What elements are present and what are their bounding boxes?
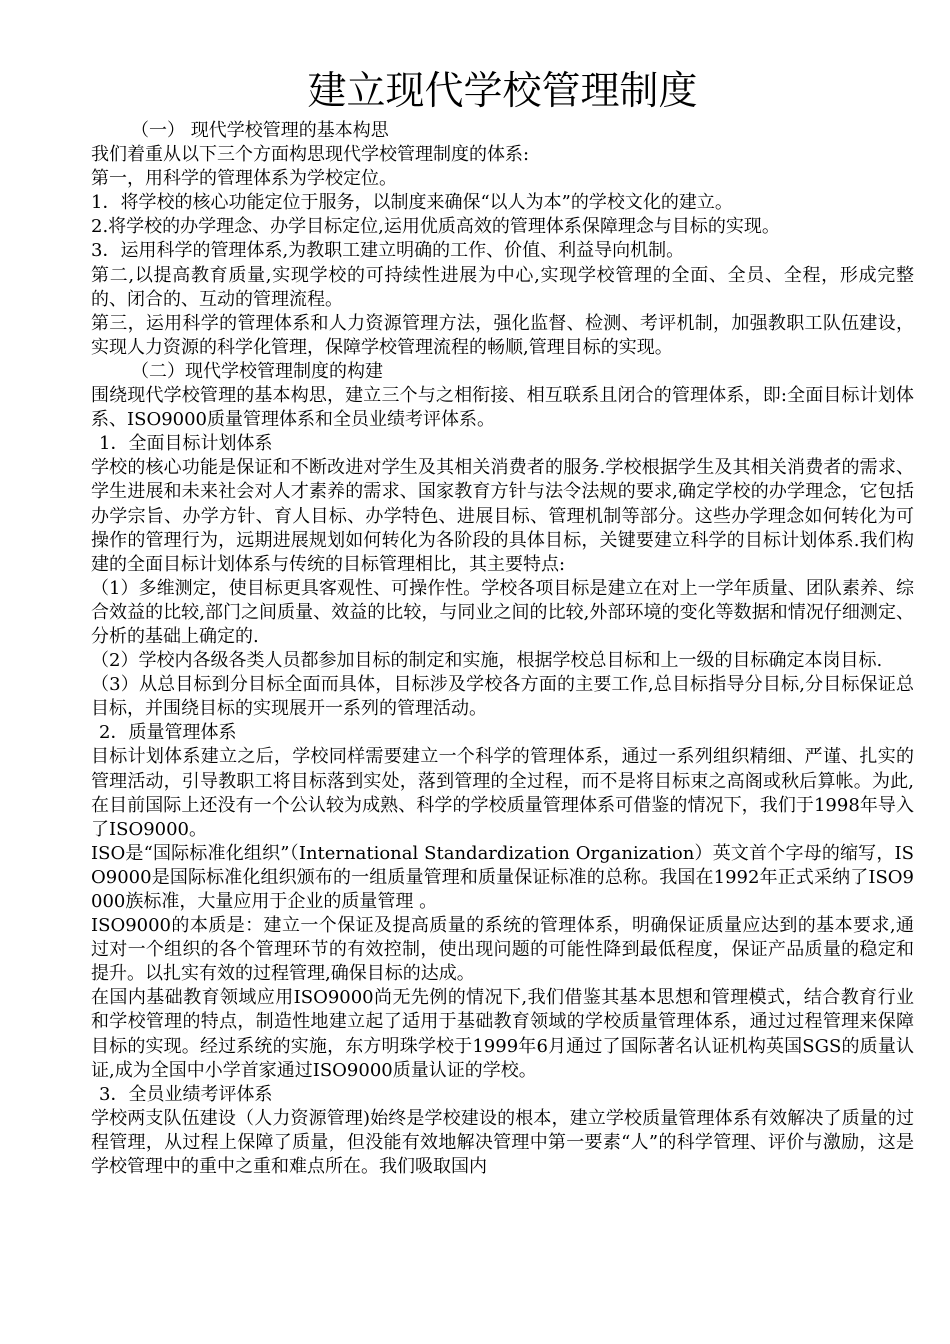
body-paragraph: 2.将学校的办学理念、办学目标定位,运用优质高效的管理体系保障理念与目标的实现。	[91, 216, 780, 238]
section-heading: （一） 现代学校管理的基本构思	[131, 120, 389, 141]
section-heading: 3．全员业绩考评体系	[99, 1083, 273, 1105]
section-heading: 1．全面目标计划体系	[99, 433, 273, 455]
section-heading: （二）现代学校管理制度的构建	[131, 360, 383, 382]
body-paragraph: 目标计划体系建立之后，学校同样需要建立一个科学的管理体系，通过一系列组织精细、严谨、扎实的管理活动，引导教职工将目标落到实处，落到管理的全过程，而不是将目标束之高阁或秋后算帐。为此,在目前国际上还没有一个公认较为成熟、科学的学校质量管理体系可借鉴的情况下，我们于1998年导入了ISO9000。	[91, 746, 914, 840]
body-paragraph: ISO是“国际标准化组织”（International Standardization Organization）英文首个字母的缩写，ISO9000是国际标准化组织颁布的一组质量管理和质量保证标准的总称。我国在1992年正式采纳了ISO9000族标准，大量应用于企业的质量管理 。	[91, 842, 914, 912]
body-paragraph: （1）多维测定，使目标更具客观性、可操作性。学校各项目标是建立在对上一学年质量、团队素养、综合效益的比较,部门之间质量、效益的比较，与同业之间的比较,外部环境的变化等数据和情况仔细测定、分析的基础上确定的.	[91, 577, 914, 647]
body-paragraph: 学校的核心功能是保证和不断改进对学生及其相关消费者的服务.学校根据学生及其相关消费者的需求、学生进展和未来社会对人才素养的需求、国家教育方针与法令法规的要求,确定学校的办学理念，它包括办学宗旨、办学方针、育人目标、办学特色、进展目标、管理机制等部分。这些办学理念如何转化为可操作的管理行为，远期进展规划如何转化为各阶段的具体目标，关键要建立科学的目标计划体系.我们构建的全面目标计划体系与传统的目标管理相比，其主要特点:	[91, 457, 914, 575]
document-title: 建立现代学校管理制度	[307, 69, 698, 114]
section-heading: 2．质量管理体系	[99, 722, 237, 744]
body-paragraph: 在国内基础教育领域应用ISO9000尚无先例的情况下,我们借鉴其基本思想和管理模式，结合教育行业和学校管理的特点，制造性地建立起了适用于基础教育领域的学校质量管理体系，通过过程管理来保障目标的实现。经过系统的实施，东方明珠学校于1999年6月通过了国际著名认证机构英国SGS的质量认证,成为全国中小学首家通过ISO9000质量认证的学校。	[91, 987, 914, 1081]
body-paragraph: 围绕现代学校管理的基本构思，建立三个与之相衔接、相互联系且闭合的管理体系，即:全面目标计划体系、ISO9000质量管理体系和全员业绩考评体系。	[91, 385, 914, 431]
body-paragraph: 学校两支队伍建设（人力资源管理)始终是学校建设的根本，建立学校质量管理体系有效解决了质量的过程管理，从过程上保障了质量，但没能有效地解决管理中第一要素“人”的科学管理、评价与激励，这是学校管理中的重中之重和难点所在。我们吸取国内	[91, 1107, 914, 1178]
body-paragraph: 第三，运用科学的管理体系和人力资源管理方法，强化监督、检测、考评机制，加强教职工队伍建设，实现人力资源的科学化管理，保障学校管理流程的畅顺,管理目标的实现。	[91, 312, 914, 358]
body-paragraph: 我们着重从以下三个方面构思现代学校管理制度的体系:	[91, 144, 530, 166]
body-paragraph: 1．将学校的核心功能定位于服务，以制度来确保“以人为本”的学校文化的建立。	[91, 192, 733, 214]
body-paragraph: （2）学校内各级各类人员都参加目标的制定和实施，根据学校总目标和上一级的目标确定本岗目标.	[91, 650, 883, 672]
body-paragraph: 第二,以提高教育质量,实现学校的可持续性进展为中心,实现学校管理的全面、全员、全程，形成完整的、闭合的、互动的管理流程。	[91, 264, 914, 310]
body-paragraph: 第一，用科学的管理体系为学校定位。	[91, 168, 397, 190]
body-paragraph: ISO9000的本质是：建立一个保证及提高质量的系统的管理体系，明确保证质量应达到的基本要求,通过对一个组织的各个管理环节的有效控制，使出现问题的可能性降到最低程度，保证产品质量的稳定和提升。以扎实有效的过程管理,确保目标的达成。	[91, 915, 914, 985]
document-body	[91, 119, 914, 1179]
body-paragraph: 3．运用科学的管理体系,为教职工建立明确的工作、价值、利益导向机制。	[91, 240, 685, 262]
body-paragraph: （3）从总目标到分目标全面而具体，目标涉及学校各方面的主要工作,总目标指导分目标,分目标保证总目标，并围绕目标的实现展开一系列的管理活动。	[91, 674, 914, 720]
